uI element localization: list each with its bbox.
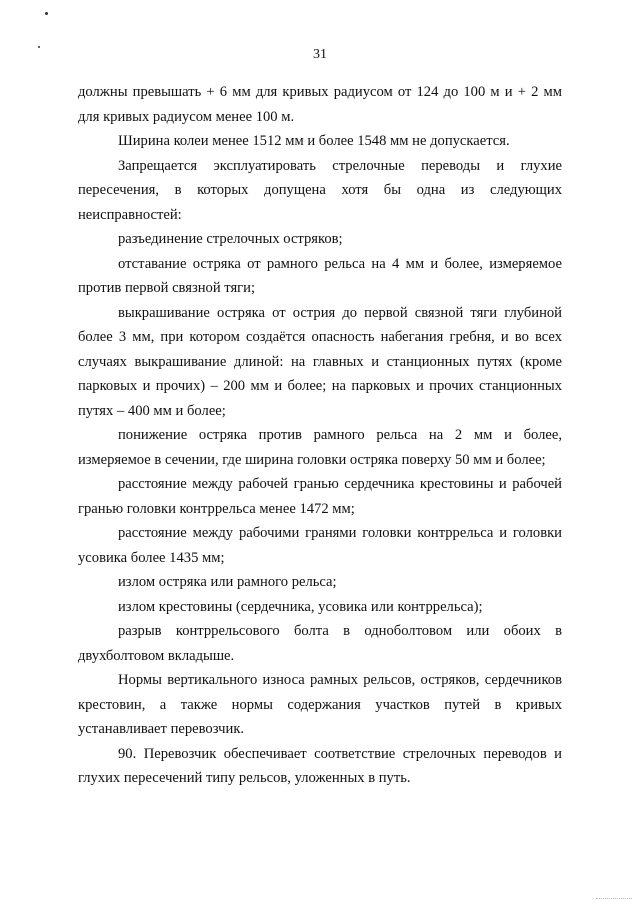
paragraph-prohibition: Запрещается эксплуатировать стрелочные переводы и глухие пересечения, в которых допущена хотя бы одна из следующих неисправностей:: [78, 157, 562, 223]
scan-speck: [45, 12, 48, 15]
paragraph-wear-norms: Нормы вертикального износа рамных рельсов, остряков, сердечников крестовин, а также нормы содержания участков путей в кривых устанавливает перевозчик.: [78, 672, 562, 737]
list-item-defect: излом остряка или рамного рельса;: [118, 574, 337, 590]
list-item-defect: излом крестовины (сердечника, усовика или контррельса);: [118, 598, 483, 615]
document-body: [78, 80, 562, 791]
list-item-defect: понижение остряка против рамного рельса на 2 мм и более, измеряемое в сечении, где ширина головки остряка поверху 50 мм и более;: [78, 427, 562, 468]
paragraph-track-gauge: Ширина колеи менее 1512 мм и более 1548 мм не допускается.: [118, 133, 510, 149]
list-item-defect: расстояние между рабочими гранями головки контррельса и головки усовика более 1435 мм;: [78, 525, 562, 566]
list-item-defect: выкрашивание остряка от острия до первой связной тяги глубиной более 3 мм, при котором создаётся опасность набегания гребня, и во всех случаях выкрашивание длиной: на главных и станционных путях (кроме парковых и прочих) – 200 мм и более; на парковых и прочих станционных путях – 400 мм и более;: [78, 304, 562, 419]
list-item-defect: расстояние между рабочей гранью сердечника крестовины и рабочей гранью головки контррельса менее 1472 мм;: [78, 476, 562, 517]
list-item-defect: разрыв контррельсового болта в одноболтовом или обоих в двухболтовом вкладыше.: [78, 623, 562, 664]
paragraph-section-90: 90. Перевозчик обеспечивает соответствие стрелочных переводов и глухих пересечений типу рельсов, уложенных в путь.: [78, 745, 562, 786]
paragraph-continuation: должны превышать + 6 мм для кривых радиусом от 124 до 100 м и + 2 мм для кривых радиусом менее 100 м.: [78, 84, 562, 125]
page-number: 31: [313, 47, 327, 62]
scan-edge-artifact: [596, 898, 632, 901]
list-item-defect: разъединение стрелочных остряков;: [118, 231, 343, 247]
list-item-defect: отставание остряка от рамного рельса на 4 мм и более, измеряемое против первой связной тяги;: [78, 255, 562, 296]
